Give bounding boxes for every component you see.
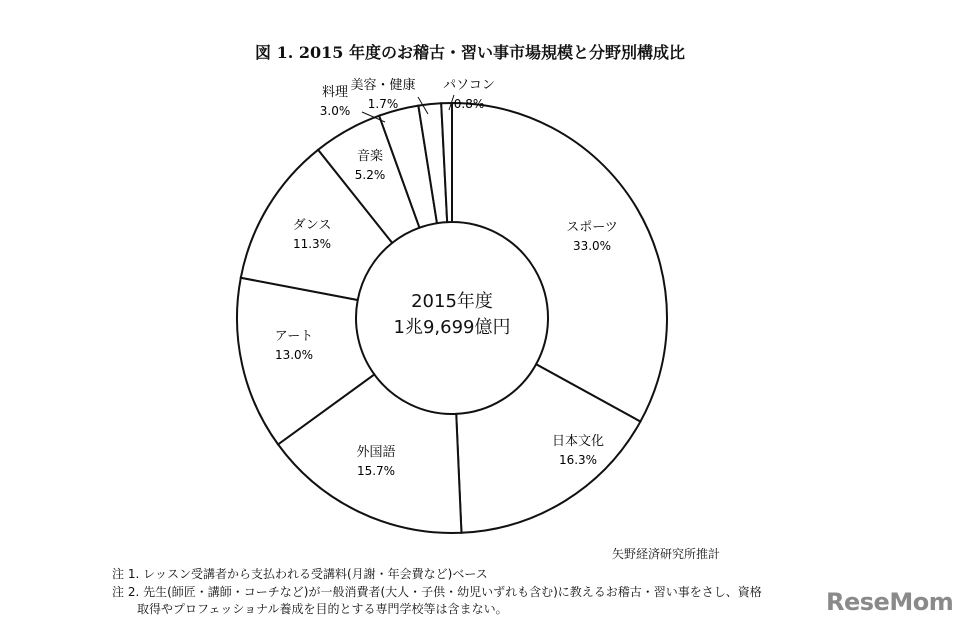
slice-value-6: 3.0% [319,104,351,118]
center-label-year: 2015年度 [411,291,493,312]
slice-label-4: ダンス [292,218,332,233]
slice-value-5: 5.2% [354,168,386,182]
slice-label-3: アート [274,329,314,344]
resemom-logo: ReseMom [826,588,953,616]
slice-value-4: 11.3% [292,237,332,251]
footnote-2-continued: 取得やプロフェッショナル養成を目的とする専門学校等は含まない。 [137,602,508,616]
source-credit: 矢野経済研究所推計 [612,547,721,561]
center-label-total: 1兆9,699億円 [393,317,511,338]
slice-value-0: 33.0% [572,239,612,253]
slice-value-2: 15.7% [356,464,396,478]
slice-label-0: スポーツ [566,220,618,235]
slice-label-6: 料理 [321,85,349,100]
footnote-1: 注 1. レッスン受講者から支払われる受講料(月謝・年会費など)ベース [112,567,488,581]
slice-value-1: 16.3% [558,453,598,467]
footnote-2: 注 2. 先生(師匠・講師・コーチなど)が一般消費者(大人・子供・幼児いずれも含む)に教えるお稽古・習い事をさし、資格 [112,585,762,599]
slice-label-1: 日本文化 [551,434,605,449]
chart-title: 図 1. 2015 年度のお稽古・習い事市場規模と分野別構成比 [255,43,685,62]
slice-value-3: 13.0% [274,348,314,362]
slice-label-2: 外国語 [356,445,396,460]
slice-0 [452,103,667,422]
slice-label-5: 音楽 [356,149,384,164]
slice-value-7: 1.7% [367,97,399,111]
slice-label-8: パソコン [443,78,495,93]
slice-value-8: 0.8% [453,97,485,111]
slice-label-7: 美容・健康 [350,78,416,93]
